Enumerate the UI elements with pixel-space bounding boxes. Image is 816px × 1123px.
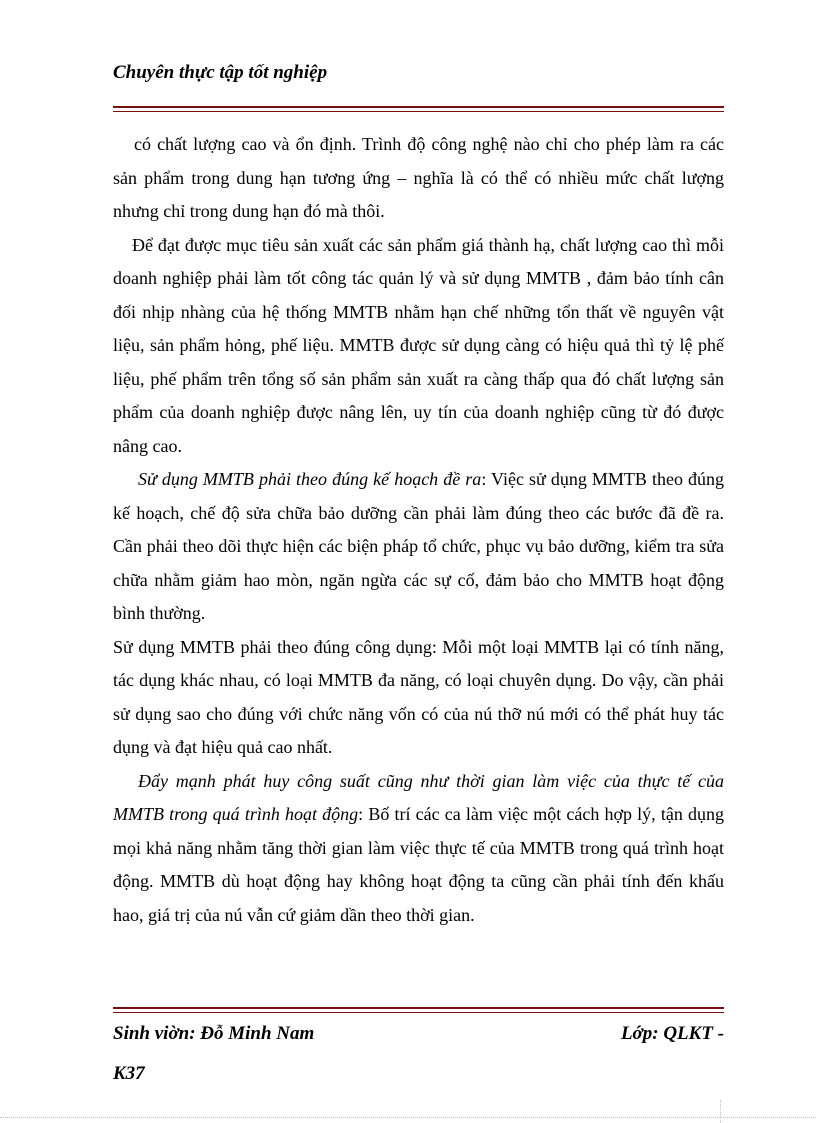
footer <box>113 1014 724 1094</box>
footer-student: Sinh viờn: Đỗ Minh Nam <box>113 1023 315 1044</box>
paragraph-3-text: : Việc sử dụng MMTB theo đúng kế hoạch, chế độ sửa chữa bảo dưỡng cần phải làm đúng theo các bước đã đề ra. Cần phải theo dõi thực hiện các biện pháp tổ chức, phục vụ bảo dưỡng, kiểm tra sửa chữa nhằm giảm hao mòn, ngăn ngừa các sự cố, đảm bảo cho MMTB hoạt động bình thường. <box>113 469 725 623</box>
paragraph-5-lead: Đẩy mạnh phát huy công suất cũng như thời gian làm việc của thực tế của MMTB trong quá trình hoạt động <box>113 770 724 824</box>
paragraph-4-text: Sử dụng MMTB phải theo đúng công dụng: Mỗi một loại MMTB lại có tính năng, tác dụng khác nhau, có loại MMTB đa năng, có loại chuyên dụng. Do vậy, cần phải sử dụng sao cho đúng với chức năng vốn có của nú thỡ nú mới có thể phát huy tác dụng và đạt hiệu quả cao nhất. <box>113 636 724 757</box>
footer-divider <box>113 1007 724 1013</box>
header-divider <box>113 106 724 112</box>
page-corner-mark <box>720 1100 721 1123</box>
body-text <box>113 128 724 932</box>
paragraph-3 <box>113 463 724 631</box>
paragraph-3-lead: Sử dụng MMTB phải theo đúng kế hoạch đề ra <box>138 469 482 489</box>
page-boundary <box>0 1117 816 1118</box>
footer-row <box>113 1014 724 1054</box>
paragraph-2-text: Để đạt được mục tiêu sản xuất các sản phẩm giá thành hạ, chất lượng cao thì mỗi doanh nghiệp phải làm tốt công tác quản lý và sử dụng MMTB , đảm bảo tính cân đối nhịp nhàng của hệ thống MMTB nhằm hạn chế những tổn thất về nguyên vật liệu, sản phẩm hỏng, phế liệu. MMTB được sử dụng càng có hiệu quả thì tỷ lệ phế liệu, phế phẩm trên tổng số sản phẩm sản xuất ra càng thấp qua đó chất lượng sản phẩm của doanh nghiệp được nâng lên, uy tín của doanh nghiệp cũng từ đó được nâng cao. <box>113 234 724 456</box>
paragraph-5-text: : Bố trí các ca làm việc một cách hợp lý, tận dụng mọi khả năng nhằm tăng thời gian làm việc thực tế của MMTB trong quá trình hoạt động. MMTB dù hoạt động hay không hoạt động ta cũng cần phải tính đến khấu hao, giá trị của nú vẫn cứ giảm dần theo thời gian. <box>113 804 724 925</box>
paragraph-5 <box>113 765 724 933</box>
footer-class: Lớp: QLKT - <box>620 1023 724 1044</box>
paragraph-1-text: có chất lượng cao và ổn định. Trình độ công nghệ nào chỉ cho phép làm ra các sản phẩm trong dung hạn tương ứng – nghĩa là có thể có nhiều mức chất lượng nhưng chỉ trong dung hạn đó mà thôi. <box>113 134 724 221</box>
paragraph-1 <box>113 128 724 229</box>
header-title: Chuyên thực tập tốt nghiệp <box>113 62 328 83</box>
paragraph-4 <box>113 631 724 765</box>
paragraph-2 <box>113 229 724 464</box>
footer-class-continued: K37 <box>113 1063 145 1084</box>
